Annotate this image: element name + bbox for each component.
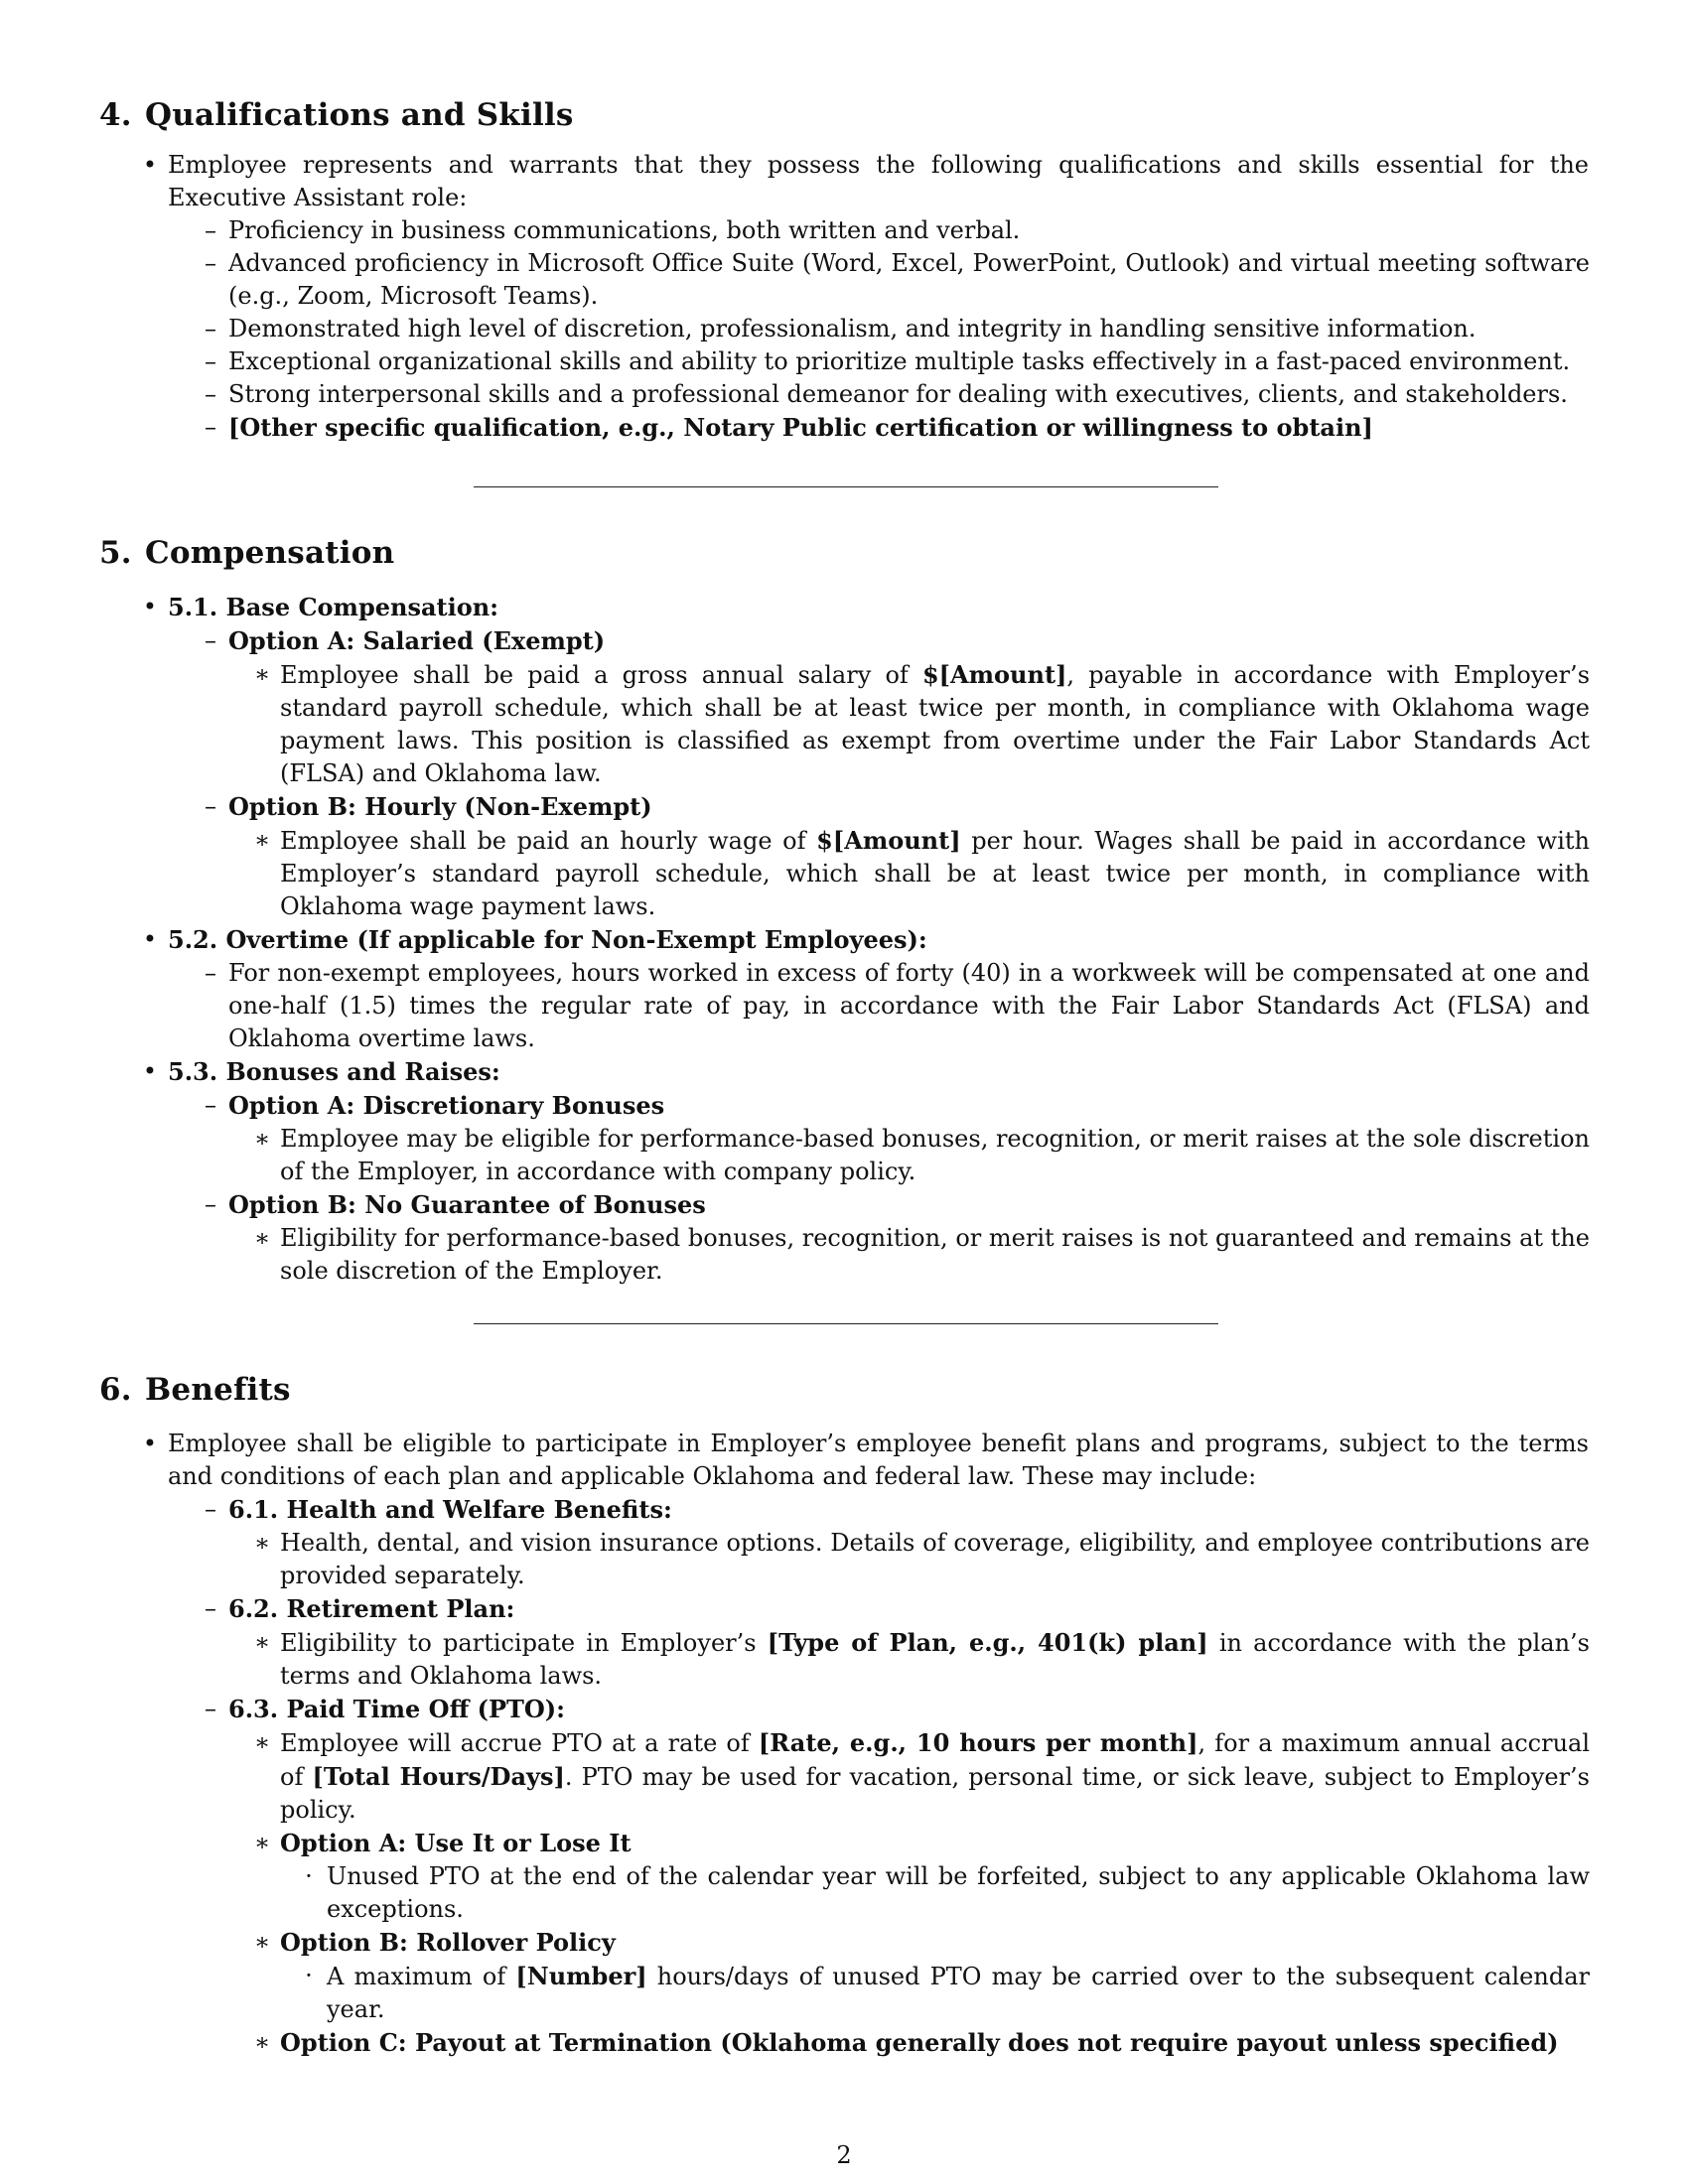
section-5 (99, 533, 1589, 573)
section-heading (99, 95, 1589, 135)
subsection-heading: 6.1. Health and Welfare Benefits: (228, 1495, 672, 1524)
text: Eligibility to participate in Employer’s (280, 1629, 768, 1657)
option-text: Employee may be eligible for performance-based bonuses, recognition, or merit raises at the sole discretion of the Employer, in accordance with company policy. (280, 1125, 1590, 1185)
option-title: Option B: Hourly (Non-Exempt) (228, 792, 652, 821)
list-item: ∗ Eligibility to participate in Employer’s [Type of Plan, e.g., 401(k) plan] in accordance with the plan’s terms and Oklahoma laws. (253, 1628, 1591, 1690)
list-item: ∗ Option B: Rollover Policy (253, 1928, 616, 1957)
list-item: ∗ Employee may be eligible for performance-based bonuses, recognition, or merit raises at the sole discretion of the Employer, in accordance with company policy. (280, 1123, 1590, 1188)
list-item: – Option B: Hourly (Non-Exempt) (205, 792, 652, 821)
text: . PTO may be used for vacation, personal time, or sick leave, subject to Employer’s policy. (280, 1763, 1590, 1824)
qualifications-intro: Employee represents and warrants that they possess the following qualifications and skills essential for the Executive Assistant role: (168, 151, 1589, 211)
page-number: 2 (836, 2141, 852, 2169)
list-item: – 6.1. Health and Welfare Benefits: (205, 1495, 672, 1524)
option-title: Option A: Use It or Lose It (280, 1829, 632, 1857)
list-item: ∗ Option C: Payout at Termination (Oklahoma generally does not require payout unless specified) (253, 2028, 1559, 2057)
subsection-heading: 5.1. Base Compensation: (168, 593, 499, 621)
section-divider (474, 1323, 1218, 1324)
section-title: Compensation (145, 535, 395, 571)
text: , payable in accordance with Employer’s standard payroll schedule, which shall be at least twice per month, in compliance with Oklahoma wage payment laws. This position is classified as exempt from overtime under the Fair Labor Standards Act (FLSA) and Oklahoma law. (280, 661, 1591, 787)
qualification-item: Proficiency in business communications, both written and verbal. (228, 216, 1021, 244)
list-item: – Option A: Discretionary Bonuses (205, 1091, 665, 1120)
list-item: · A maximum of [Number] hours/days of unused PTO may be carried over to the subsequent calendar year. (305, 1962, 1590, 2023)
list-item: ∗ Eligibility for performance-based bonuses, recognition, or merit raises is not guaranteed and remains at the sole discretion of the Employer. (280, 1222, 1590, 1288)
qualification-placeholder: [Other specific qualification, e.g., Notary Public certification or willingness to obtain] (228, 413, 1373, 442)
subsection-heading: 5.3. Bonuses and Raises: (168, 1057, 500, 1086)
list-item: · Unused PTO at the end of the calendar year will be forfeited, subject to any applicable Oklahoma law exceptions. (327, 1860, 1590, 1926)
qualification-item: Exceptional organizational skills and ability to prioritize multiple tasks effectively in a fast-paced environment. (228, 347, 1571, 375)
option-title: Option A: Discretionary Bonuses (228, 1091, 665, 1120)
section-divider (474, 486, 1218, 487)
list-item: ∗ Employee shall be paid an hourly wage of $[Amount] per hour. Wages shall be paid in accordance with Employer’s standard payroll schedule, which shall be at least twice per month, in compliance with Oklahoma wage payment laws. (253, 826, 1590, 920)
subsection-heading: 6.2. Retirement Plan: (228, 1594, 515, 1623)
section-number: 6. (99, 1372, 132, 1408)
total-placeholder: [Total Hours/Days] (312, 1762, 565, 1791)
list-item: – Proficiency in business communications, both written and verbal. (228, 214, 1590, 247)
section-4-body (99, 149, 1589, 445)
list-item: – Advanced proficiency in Microsoft Office Suite (Word, Excel, PowerPoint, Outlook) and virtual meeting software (e.g., Zoom, Microsoft Teams). (228, 247, 1590, 313)
option-text: Unused PTO at the end of the calendar year will be forfeited, subject to any applicable Oklahoma law exceptions. (327, 1862, 1590, 1923)
section-6-body (99, 1428, 1589, 2060)
qualification-item: Demonstrated high level of discretion, professionalism, and integrity in handling sensitive information. (228, 315, 1477, 342)
list-item: – 6.3. Paid Time Off (PTO): (205, 1695, 566, 1723)
list-item: • 5.3. Bonuses and Raises: (142, 1057, 500, 1086)
option-title: Option B: No Guarantee of Bonuses (228, 1190, 706, 1219)
rate-placeholder: [Rate, e.g., 10 hours per month] (758, 1728, 1198, 1757)
list-item: • 5.1. Base Compensation: (142, 593, 499, 621)
section-title: Benefits (145, 1372, 291, 1408)
list-item: ∗ Option A: Use It or Lose It (253, 1829, 632, 1857)
text: per hour. Wages shall be paid in accordance with Employer’s standard payroll schedule, which shall be at least twice per month, in compliance with Oklahoma wage payment laws. (280, 827, 1590, 920)
list-item: – 6.2. Retirement Plan: (205, 1594, 515, 1623)
amount-placeholder: $[Amount] (921, 660, 1067, 689)
section-4 (99, 95, 1589, 135)
section-heading (99, 1370, 1589, 1410)
text: Employee will accrue PTO at a rate of (280, 1729, 759, 1757)
list-item: • 5.2. Overtime (If applicable for Non-Exempt Employees): (142, 925, 927, 954)
subsection-heading: 6.3. Paid Time Off (PTO): (228, 1695, 566, 1723)
list-item: ∗ Health, dental, and vision insurance options. Details of coverage, eligibility, and employee contributions are provided separately. (280, 1527, 1590, 1592)
qualification-item: Advanced proficiency in Microsoft Office Suite (Word, Excel, PowerPoint, Outlook) and virtual meeting software (e.g., Zoom, Microsoft Teams). (228, 249, 1590, 310)
text: Employee shall be paid an hourly wage of (280, 827, 817, 855)
text: , for a maximum annual accrual of (280, 1729, 1591, 1791)
amount-placeholder: $[Amount] (816, 826, 961, 855)
section-title: Qualifications and Skills (145, 97, 574, 133)
list-item: • Employee shall be eligible to participate in Employer’s employee benefit plans and programs, subject to the terms and conditions of each plan and applicable Oklahoma and federal law. These may include: (168, 1428, 1589, 1493)
list-item: – Exceptional organizational skills and ability to prioritize multiple tasks effectively in a fast-paced environment. (228, 345, 1590, 378)
section-5-body (99, 591, 1589, 1288)
text: in accordance with the plan’s terms and Oklahoma laws. (280, 1629, 1591, 1690)
subsection-heading: 5.2. Overtime (If applicable for Non-Exempt Employees): (168, 925, 927, 954)
list-item: – Option A: Salaried (Exempt) (205, 626, 606, 655)
list-item: – Option B: No Guarantee of Bonuses (205, 1190, 706, 1219)
list-item: – Demonstrated high level of discretion, professionalism, and integrity in handling sensitive information. (228, 313, 1590, 345)
text: hours/days of unused PTO may be carried over to the subsequent calendar year. (327, 1963, 1590, 2023)
text: A maximum of (327, 1963, 516, 1990)
text: Employee shall be paid a gross annual salary of (280, 661, 922, 689)
list-item: – For non-exempt employees, hours worked in excess of forty (40) in a workweek will be compensated at one and one-half (1.5) times the regular rate of pay, in accordance with the Fair Labor Standards Act (FLSA) and Oklahoma overtime laws. (228, 957, 1590, 1055)
benefits-intro: Employee shall be eligible to participate in Employer’s employee benefit plans and programs, subject to the terms and conditions of each plan and applicable Oklahoma and federal law. These may include: (168, 1430, 1589, 1490)
list-item: ∗ Employee will accrue PTO at a rate of [Rate, e.g., 10 hours per month], for a maximum annual accrual of [Total Hours/Days]. PTO may be used for vacation, personal time, or sick leave, subject to Employer’s policy. (253, 1728, 1591, 1824)
option-title: Option B: Rollover Policy (280, 1928, 616, 1957)
qualification-item: Strong interpersonal skills and a professional demeanor for dealing with executives, clients, and stakeholders. (228, 380, 1568, 408)
option-title: Option C: Payout at Termination (Oklahoma generally does not require payout unless specified) (280, 2028, 1559, 2057)
plan-placeholder: [Type of Plan, e.g., 401(k) plan] (767, 1628, 1208, 1657)
overtime-text: For non-exempt employees, hours worked in excess of forty (40) in a workweek will be compensated at one and one-half (1.5) times the regular rate of pay, in accordance with the Fair Labor Standards Act (FLSA) and Oklahoma overtime laws. (228, 959, 1590, 1052)
section-number: 5. (99, 535, 132, 571)
section-6 (99, 1370, 1589, 1410)
list-item: ∗ Employee shall be paid a gross annual salary of $[Amount], payable in accordance with Employer’s standard payroll schedule, which shall be at least twice per month, in compliance with Oklahoma wage payment laws. This position is classified as exempt from overtime under the Fair Labor Standards Act (FLSA) and Oklahoma law. (253, 660, 1591, 787)
option-title: Option A: Salaried (Exempt) (228, 626, 606, 655)
section-number: 4. (99, 97, 132, 133)
option-text: Eligibility for performance-based bonuses, recognition, or merit raises is not guaranteed and remains at the sole discretion of the Employer. (280, 1224, 1590, 1285)
health-text: Health, dental, and vision insurance options. Details of coverage, eligibility, and employee contributions are provided separately. (280, 1529, 1590, 1589)
list-item: – Strong interpersonal skills and a professional demeanor for dealing with executives, clients, and stakeholders. (228, 378, 1590, 411)
number-placeholder: [Number] (515, 1962, 647, 1990)
section-heading (99, 533, 1589, 573)
list-item: – [Other specific qualification, e.g., Notary Public certification or willingness to obtain] (205, 413, 1373, 442)
list-item: • Employee represents and warrants that they possess the following qualifications and skills essential for the Executive Assistant role: (168, 149, 1589, 214)
